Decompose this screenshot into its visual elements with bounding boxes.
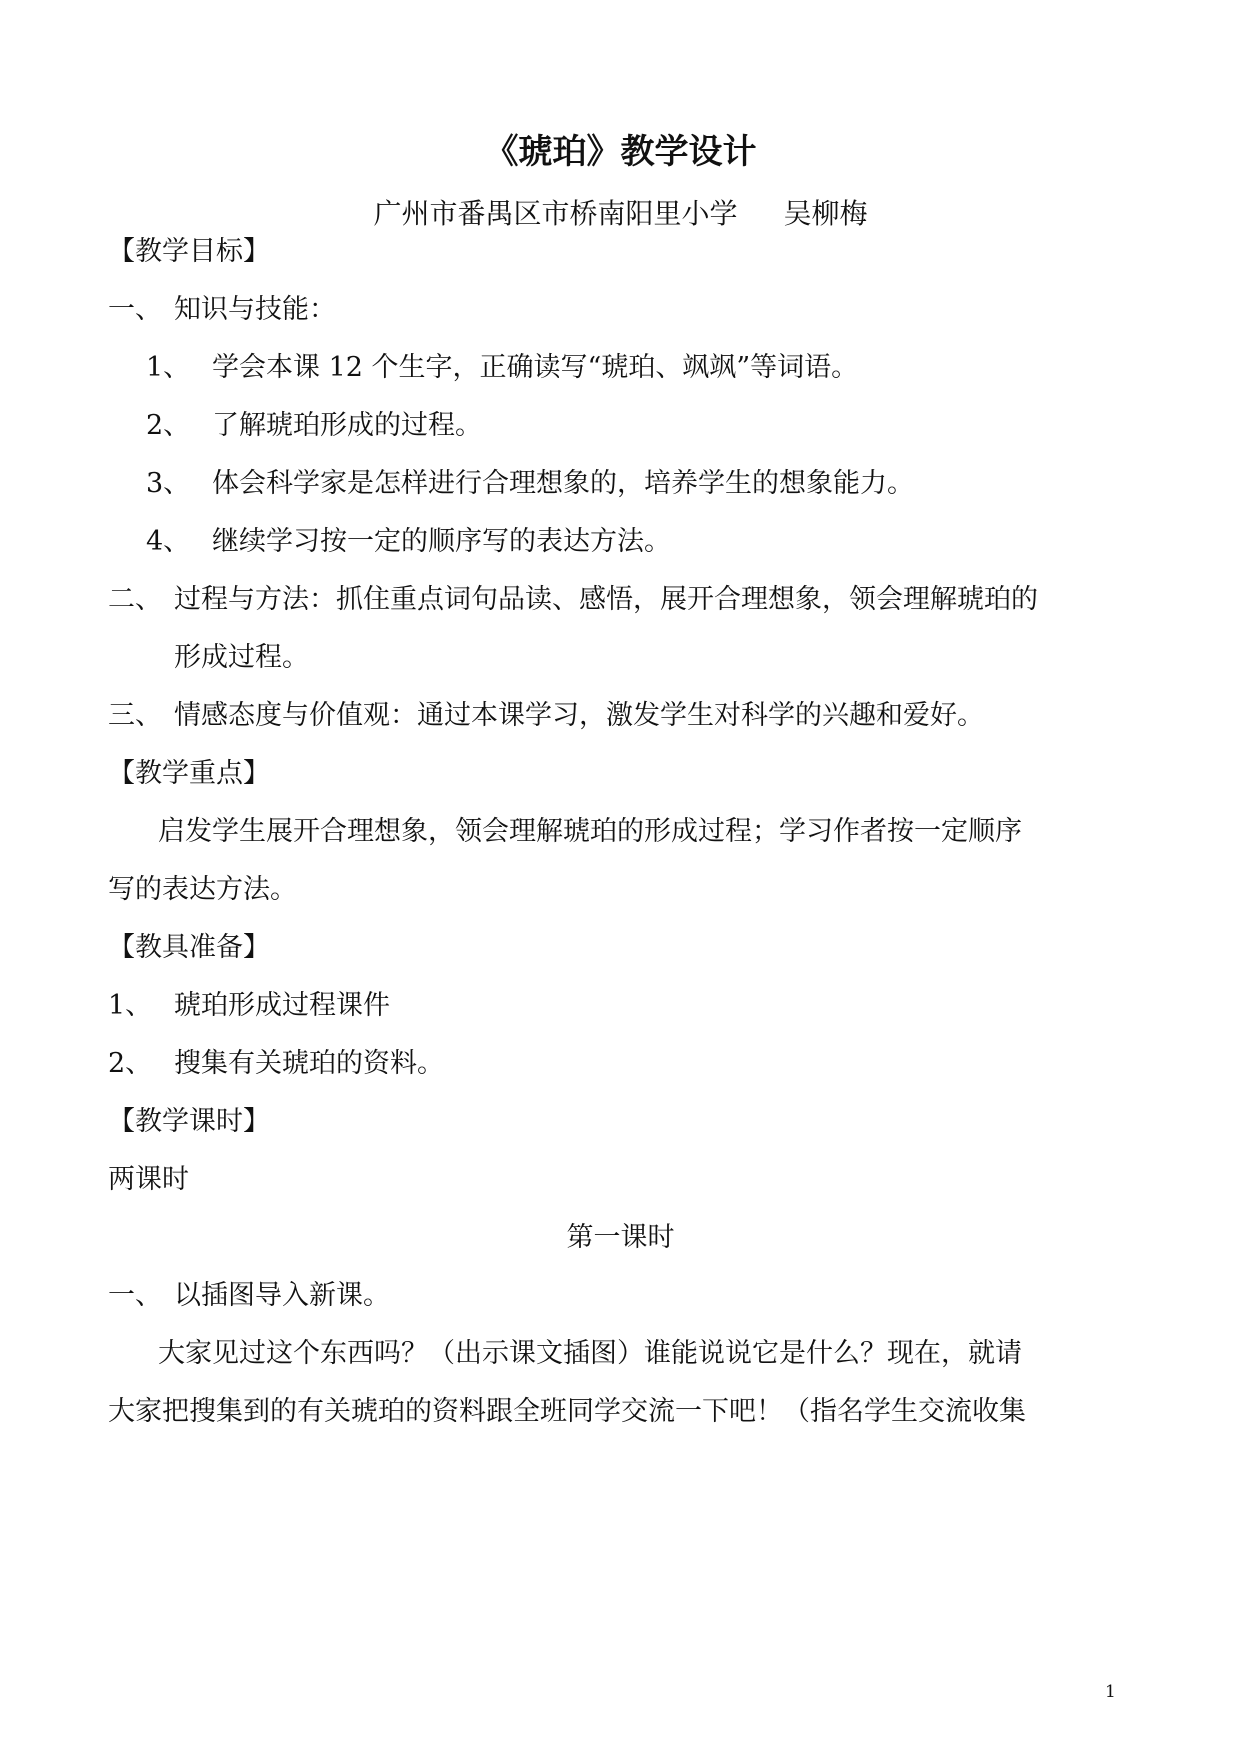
step1-row [108,1278,390,1314]
objective-item-number: 1、 [146,352,191,383]
hours-value: 两课时 [108,1164,189,1195]
para1-line: 大家把搜集到的有关琥珀的资料跟全班同学交流一下吧！（指名学生交流收集 [108,1396,1026,1427]
objective-item-number: 4、 [146,526,191,557]
part3-number: 三、 [108,700,162,731]
part2-continuation: 形成过程。 [174,642,309,673]
objective-item-number: 2、 [146,410,191,441]
key-heading: 【教学重点】 [108,758,270,789]
author-name: 吴柳梅 [783,197,868,230]
tools-heading: 【教具准备】 [108,932,270,963]
objective-item-text: 继续学习按一定的顺序写的表达方法。 [212,526,671,557]
author-school: 广州市番禺区市桥南阳里小学 [373,197,738,230]
part3-text: 情感态度与价值观：通过本课学习，激发学生对科学的兴趣和爱好。 [174,700,984,731]
objective-item [146,466,914,502]
document-title: 《琥珀》教学设计 [484,132,757,172]
key-paragraph-line: 启发学生展开合理想象，领会理解琥珀的形成过程；学习作者按一定顺序 [158,816,1022,847]
author-line [0,196,1241,232]
part2-text: 过程与方法：抓住重点词句品读、感悟，展开合理想象，领会理解琥珀的 [174,584,1038,615]
objective-item [146,350,858,386]
part1-row [108,292,336,328]
part1-text: 知识与技能： [174,294,336,325]
objective-item-text: 了解琥珀形成的过程。 [212,410,482,441]
objective-item-number: 3、 [146,468,191,499]
key-paragraph-line: 写的表达方法。 [108,874,297,905]
objective-item-text: 体会科学家是怎样进行合理想象的，培养学生的想象能力。 [212,468,914,499]
tool-item-text: 搜集有关琥珀的资料。 [174,1048,444,1079]
objective-item [146,524,671,560]
part2-number: 二、 [108,584,162,615]
objectives-heading: 【教学目标】 [108,236,270,267]
tool-item [108,988,390,1024]
part1-number: 一、 [108,294,162,325]
hours-heading: 【教学课时】 [108,1106,270,1137]
tool-item-number: 1、 [108,990,153,1021]
para1-line: 大家见过这个东西吗？（出示课文插图）谁能说说它是什么？现在，就请 [158,1338,1022,1369]
page-number: 1 [1105,1682,1116,1702]
tool-item-number: 2、 [108,1048,153,1079]
tool-item [108,1046,444,1082]
step1-text: 以插图导入新课。 [174,1280,390,1311]
tool-item-text: 琥珀形成过程课件 [174,990,390,1021]
objective-item [146,408,482,444]
part2-row [108,582,1038,618]
objective-item-text: 学会本课 12 个生字，正确读写“琥珀、飒飒”等词语。 [212,352,859,383]
step1-number: 一、 [108,1280,162,1311]
lesson-heading: 第一课时 [566,1222,675,1253]
part3-row [108,698,984,734]
